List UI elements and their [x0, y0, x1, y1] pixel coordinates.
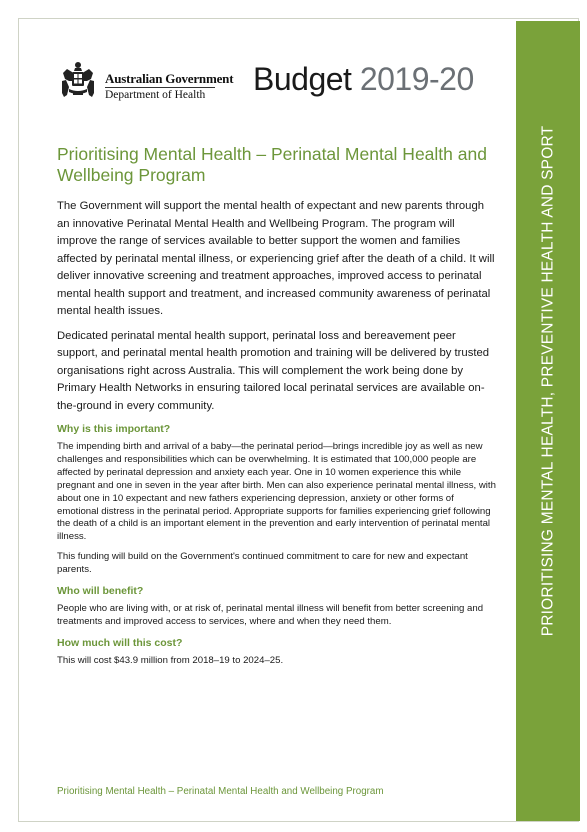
- section-heading-cost: How much will this cost?: [57, 636, 183, 649]
- section-paragraph: This will cost $43.9 million from 2018–19 to 2024–25.: [57, 654, 284, 666]
- document-page: [18, 18, 579, 822]
- sidebar-label: PRIORITISING MENTAL HEALTH, PREVENTIVE HEALTH AND SPORT: [539, 125, 557, 637]
- coat-of-arms-icon: [57, 59, 99, 101]
- section-sidebar: [516, 21, 580, 821]
- budget-year: 2019-20: [359, 61, 474, 97]
- section-heading-why: Why is this important?: [57, 423, 171, 435]
- budget-heading: [253, 61, 474, 98]
- section-heading-who: Who will benefit?: [57, 585, 144, 598]
- government-name: Australian Government: [105, 71, 234, 86]
- page-header: [57, 59, 477, 129]
- section-paragraph: People who are living with, or at risk of, perinatal mental illness will benefit from better screening and treatments and improved access to services, where and when they need them.: [57, 603, 484, 627]
- department-name: Department of Health: [105, 89, 206, 101]
- main-content: [57, 144, 497, 675]
- sidebar-label-wrapper: [516, 21, 580, 821]
- page-footer: Prioritising Mental Health – Perinatal Mental Health and Wellbeing Program: [57, 786, 384, 797]
- section-paragraph: This funding will build on the Government's continued commitment to care for new and expectant parents.: [57, 551, 468, 576]
- logo-divider: [105, 87, 215, 88]
- budget-word: Budget: [253, 61, 352, 97]
- intro-paragraph: Dedicated perinatal mental health support, perinatal loss and bereavement peer support, and perinatal mental health promotion and training will be delivered by trusted organisations right across Australia. This will complement the work being done by Primary Health Networks in ensuring tailored local perinatal services are available on-the-ground in every community.: [57, 329, 490, 412]
- page-title: Prioritising Mental Health – Perinatal Mental Health and Wellbeing Program: [57, 144, 487, 185]
- intro-paragraph: The Government will support the mental health of expectant and new parents through an innovative Perinatal Mental Health and Wellbeing Program. The program will improve the range of services available to better support the women and families affected by perinatal mental illness, or experiencing grief after the death of a child. It will deliver innovative screening and treatment approaches, improved access to perinatal mental health support and treatment, and increased community awareness of perinatal mental health issues.: [57, 200, 495, 317]
- section-paragraph: The impending birth and arrival of a baby—the perinatal period—brings incredible joy as well as new challenges and responsibilities which can be overwhelming. It is estimated that 100,000 people are affected by perinatal depression and anxiety each year. One in 10 women experience this while pregnant and one in seven in the year after birth. Men can also experience perinatal mental illness, with about one in 10 expectant and new fathers experiencing depression, anxiety or other forms of emotional distress in the perinatal period. Appropriate supports for families experiencing grief following the death of a child is an important element in the prevention and early intervention of perinatal mental illness.: [57, 441, 496, 543]
